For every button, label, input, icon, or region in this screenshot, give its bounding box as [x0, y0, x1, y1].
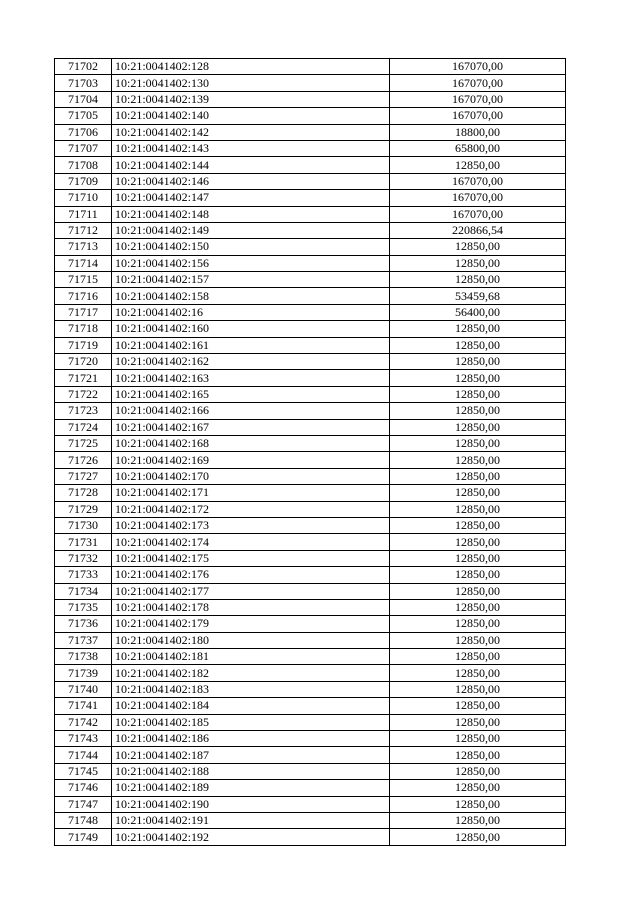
- value-cell: 12850,00: [390, 796, 566, 812]
- row-number-cell: 71707: [55, 140, 112, 156]
- row-number-cell: 71703: [55, 75, 112, 91]
- value-cell: 12850,00: [390, 403, 566, 419]
- row-number-cell: 71725: [55, 435, 112, 451]
- table-row: [55, 599, 566, 615]
- value-cell: 12850,00: [390, 583, 566, 599]
- table-row: [55, 304, 566, 320]
- row-number-cell: 71738: [55, 649, 112, 665]
- value-cell: 18800,00: [390, 124, 566, 140]
- row-number-cell: 71730: [55, 517, 112, 533]
- table-row: [55, 452, 566, 468]
- value-cell: 12850,00: [390, 534, 566, 550]
- row-number-cell: 71728: [55, 485, 112, 501]
- cadastral-number-cell: 10:21:0041402:168: [112, 435, 390, 451]
- value-cell: 12850,00: [390, 812, 566, 828]
- cadastral-number-cell: 10:21:0041402:128: [112, 59, 390, 75]
- table-row: [55, 288, 566, 304]
- value-cell: 12850,00: [390, 452, 566, 468]
- table-row: [55, 681, 566, 697]
- value-cell: 12850,00: [390, 485, 566, 501]
- row-number-cell: 71712: [55, 222, 112, 238]
- cadastral-number-cell: 10:21:0041402:161: [112, 337, 390, 353]
- cadastral-number-cell: 10:21:0041402:158: [112, 288, 390, 304]
- cadastral-number-cell: 10:21:0041402:187: [112, 747, 390, 763]
- table-row: [55, 108, 566, 124]
- table-row: [55, 190, 566, 206]
- value-cell: 12850,00: [390, 272, 566, 288]
- table-row: [55, 501, 566, 517]
- value-cell: 12850,00: [390, 321, 566, 337]
- row-number-cell: 71733: [55, 567, 112, 583]
- cadastral-number-cell: 10:21:0041402:149: [112, 222, 390, 238]
- value-cell: 12850,00: [390, 435, 566, 451]
- cadastral-number-cell: 10:21:0041402:142: [112, 124, 390, 140]
- value-cell: 12850,00: [390, 780, 566, 796]
- row-number-cell: 71737: [55, 632, 112, 648]
- row-number-cell: 71727: [55, 468, 112, 484]
- row-number-cell: 71739: [55, 665, 112, 681]
- table-body: [55, 59, 566, 846]
- value-cell: 167070,00: [390, 91, 566, 107]
- cadastral-number-cell: 10:21:0041402:180: [112, 632, 390, 648]
- cadastral-value-table: [54, 58, 566, 846]
- row-number-cell: 71749: [55, 829, 112, 845]
- value-cell: 12850,00: [390, 239, 566, 255]
- row-number-cell: 71722: [55, 386, 112, 402]
- cadastral-number-cell: 10:21:0041402:192: [112, 829, 390, 845]
- cadastral-number-cell: 10:21:0041402:169: [112, 452, 390, 468]
- row-number-cell: 71744: [55, 747, 112, 763]
- cadastral-number-cell: 10:21:0041402:143: [112, 140, 390, 156]
- cadastral-number-cell: 10:21:0041402:139: [112, 91, 390, 107]
- cadastral-number-cell: 10:21:0041402:182: [112, 665, 390, 681]
- table-row: [55, 173, 566, 189]
- table-row: [55, 567, 566, 583]
- table-row: [55, 157, 566, 173]
- table-row: [55, 698, 566, 714]
- table-row: [55, 517, 566, 533]
- table-row: [55, 812, 566, 828]
- row-number-cell: 71721: [55, 370, 112, 386]
- value-cell: 12850,00: [390, 616, 566, 632]
- cadastral-number-cell: 10:21:0041402:175: [112, 550, 390, 566]
- value-cell: 12850,00: [390, 567, 566, 583]
- cadastral-number-cell: 10:21:0041402:144: [112, 157, 390, 173]
- row-number-cell: 71719: [55, 337, 112, 353]
- table-row: [55, 731, 566, 747]
- value-cell: 12850,00: [390, 649, 566, 665]
- cadastral-number-cell: 10:21:0041402:160: [112, 321, 390, 337]
- table-row: [55, 124, 566, 140]
- cadastral-number-cell: 10:21:0041402:188: [112, 763, 390, 779]
- table-row: [55, 829, 566, 845]
- table-row: [55, 403, 566, 419]
- cadastral-number-cell: 10:21:0041402:170: [112, 468, 390, 484]
- table-row: [55, 714, 566, 730]
- row-number-cell: 71715: [55, 272, 112, 288]
- cadastral-number-cell: 10:21:0041402:186: [112, 731, 390, 747]
- table-row: [55, 91, 566, 107]
- value-cell: 12850,00: [390, 419, 566, 435]
- value-cell: 167070,00: [390, 75, 566, 91]
- value-cell: 12850,00: [390, 763, 566, 779]
- cadastral-number-cell: 10:21:0041402:177: [112, 583, 390, 599]
- table-row: [55, 763, 566, 779]
- table-row: [55, 665, 566, 681]
- cadastral-number-cell: 10:21:0041402:147: [112, 190, 390, 206]
- row-number-cell: 71706: [55, 124, 112, 140]
- row-number-cell: 71708: [55, 157, 112, 173]
- value-cell: 12850,00: [390, 829, 566, 845]
- cadastral-number-cell: 10:21:0041402:162: [112, 354, 390, 370]
- row-number-cell: 71731: [55, 534, 112, 550]
- value-cell: 12850,00: [390, 255, 566, 271]
- cadastral-number-cell: 10:21:0041402:156: [112, 255, 390, 271]
- row-number-cell: 71704: [55, 91, 112, 107]
- value-cell: 12850,00: [390, 468, 566, 484]
- value-cell: 167070,00: [390, 206, 566, 222]
- table-row: [55, 239, 566, 255]
- value-cell: 12850,00: [390, 714, 566, 730]
- cadastral-number-cell: 10:21:0041402:163: [112, 370, 390, 386]
- row-number-cell: 71711: [55, 206, 112, 222]
- cadastral-number-cell: 10:21:0041402:130: [112, 75, 390, 91]
- value-cell: 12850,00: [390, 665, 566, 681]
- cadastral-number-cell: 10:21:0041402:148: [112, 206, 390, 222]
- row-number-cell: 71713: [55, 239, 112, 255]
- cadastral-number-cell: 10:21:0041402:191: [112, 812, 390, 828]
- value-cell: 167070,00: [390, 108, 566, 124]
- table-row: [55, 386, 566, 402]
- row-number-cell: 71705: [55, 108, 112, 124]
- table-row: [55, 435, 566, 451]
- table-row: [55, 140, 566, 156]
- cadastral-number-cell: 10:21:0041402:157: [112, 272, 390, 288]
- cadastral-number-cell: 10:21:0041402:16: [112, 304, 390, 320]
- cadastral-number-cell: 10:21:0041402:179: [112, 616, 390, 632]
- cadastral-number-cell: 10:21:0041402:181: [112, 649, 390, 665]
- row-number-cell: 71740: [55, 681, 112, 697]
- cadastral-number-cell: 10:21:0041402:172: [112, 501, 390, 517]
- value-cell: 167070,00: [390, 173, 566, 189]
- row-number-cell: 71748: [55, 812, 112, 828]
- table-row: [55, 337, 566, 353]
- table-row: [55, 550, 566, 566]
- table-row: [55, 272, 566, 288]
- value-cell: 220866,54: [390, 222, 566, 238]
- table-row: [55, 255, 566, 271]
- value-cell: 12850,00: [390, 550, 566, 566]
- table-row: [55, 649, 566, 665]
- cadastral-number-cell: 10:21:0041402:165: [112, 386, 390, 402]
- value-cell: 12850,00: [390, 599, 566, 615]
- table-row: [55, 75, 566, 91]
- cadastral-number-cell: 10:21:0041402:167: [112, 419, 390, 435]
- row-number-cell: 71726: [55, 452, 112, 468]
- table-row: [55, 747, 566, 763]
- cadastral-number-cell: 10:21:0041402:146: [112, 173, 390, 189]
- value-cell: 12850,00: [390, 632, 566, 648]
- table-row: [55, 206, 566, 222]
- value-cell: 65800,00: [390, 140, 566, 156]
- row-number-cell: 71716: [55, 288, 112, 304]
- table-row: [55, 354, 566, 370]
- row-number-cell: 71710: [55, 190, 112, 206]
- row-number-cell: 71702: [55, 59, 112, 75]
- table-row: [55, 485, 566, 501]
- value-cell: 12850,00: [390, 157, 566, 173]
- row-number-cell: 71718: [55, 321, 112, 337]
- row-number-cell: 71720: [55, 354, 112, 370]
- row-number-cell: 71736: [55, 616, 112, 632]
- table-row: [55, 419, 566, 435]
- row-number-cell: 71732: [55, 550, 112, 566]
- cadastral-number-cell: 10:21:0041402:184: [112, 698, 390, 714]
- row-number-cell: 71741: [55, 698, 112, 714]
- cadastral-number-cell: 10:21:0041402:189: [112, 780, 390, 796]
- cadastral-number-cell: 10:21:0041402:176: [112, 567, 390, 583]
- row-number-cell: 71734: [55, 583, 112, 599]
- row-number-cell: 71746: [55, 780, 112, 796]
- value-cell: 12850,00: [390, 386, 566, 402]
- value-cell: 12850,00: [390, 681, 566, 697]
- table-row: [55, 534, 566, 550]
- row-number-cell: 71745: [55, 763, 112, 779]
- table-row: [55, 583, 566, 599]
- value-cell: 53459,68: [390, 288, 566, 304]
- table-row: [55, 59, 566, 75]
- value-cell: 167070,00: [390, 59, 566, 75]
- table-row: [55, 370, 566, 386]
- table-row: [55, 616, 566, 632]
- value-cell: 12850,00: [390, 354, 566, 370]
- row-number-cell: 71714: [55, 255, 112, 271]
- cadastral-number-cell: 10:21:0041402:178: [112, 599, 390, 615]
- row-number-cell: 71729: [55, 501, 112, 517]
- value-cell: 12850,00: [390, 747, 566, 763]
- row-number-cell: 71724: [55, 419, 112, 435]
- cadastral-number-cell: 10:21:0041402:150: [112, 239, 390, 255]
- value-cell: 12850,00: [390, 698, 566, 714]
- table-row: [55, 468, 566, 484]
- row-number-cell: 71742: [55, 714, 112, 730]
- cadastral-number-cell: 10:21:0041402:171: [112, 485, 390, 501]
- table-row: [55, 321, 566, 337]
- value-cell: 56400,00: [390, 304, 566, 320]
- table-row: [55, 632, 566, 648]
- row-number-cell: 71747: [55, 796, 112, 812]
- row-number-cell: 71717: [55, 304, 112, 320]
- value-cell: 12850,00: [390, 517, 566, 533]
- table-row: [55, 222, 566, 238]
- cadastral-number-cell: 10:21:0041402:190: [112, 796, 390, 812]
- value-cell: 12850,00: [390, 337, 566, 353]
- value-cell: 12850,00: [390, 731, 566, 747]
- row-number-cell: 71735: [55, 599, 112, 615]
- row-number-cell: 71743: [55, 731, 112, 747]
- table-row: [55, 780, 566, 796]
- table-row: [55, 796, 566, 812]
- cadastral-number-cell: 10:21:0041402:166: [112, 403, 390, 419]
- cadastral-number-cell: 10:21:0041402:185: [112, 714, 390, 730]
- row-number-cell: 71723: [55, 403, 112, 419]
- cadastral-number-cell: 10:21:0041402:174: [112, 534, 390, 550]
- value-cell: 12850,00: [390, 370, 566, 386]
- cadastral-number-cell: 10:21:0041402:183: [112, 681, 390, 697]
- cadastral-number-cell: 10:21:0041402:140: [112, 108, 390, 124]
- cadastral-number-cell: 10:21:0041402:173: [112, 517, 390, 533]
- row-number-cell: 71709: [55, 173, 112, 189]
- value-cell: 167070,00: [390, 190, 566, 206]
- value-cell: 12850,00: [390, 501, 566, 517]
